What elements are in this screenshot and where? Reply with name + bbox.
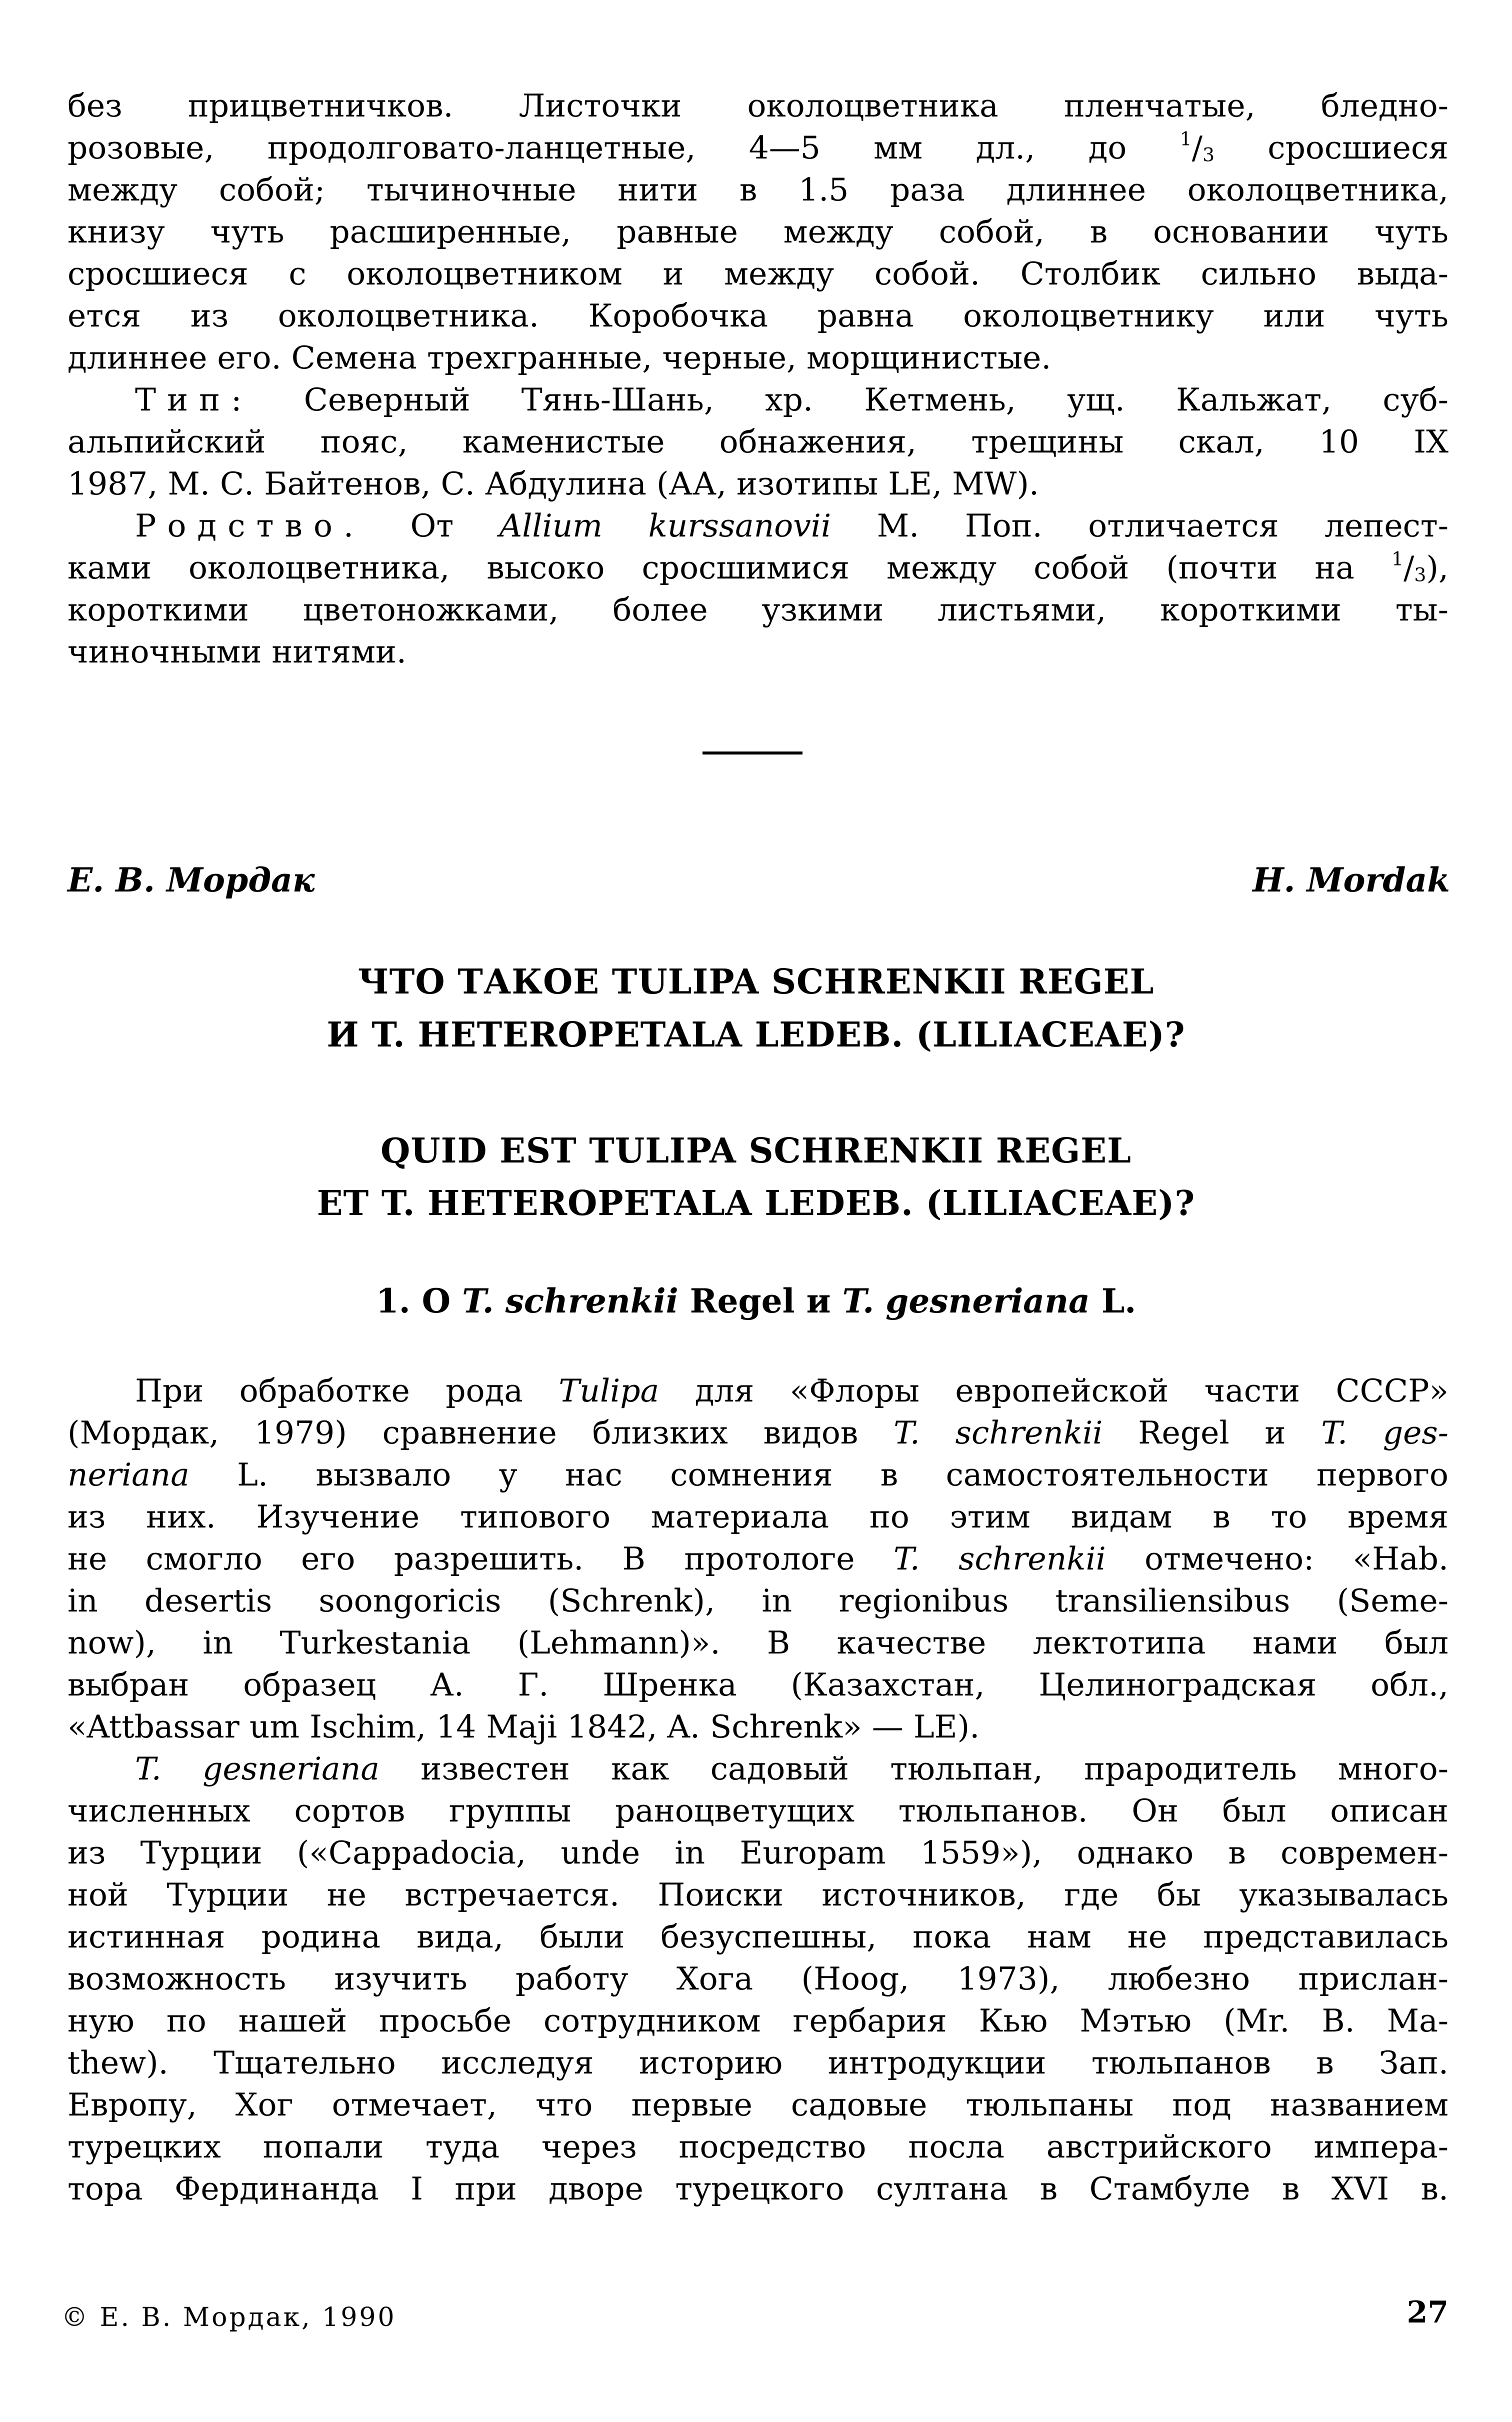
fraction-denominator: 3: [1202, 144, 1214, 166]
text-line: ной Турции не встречается. Поиски источников, где бы указывалась: [68, 1876, 1448, 1913]
text-line: тора Фердинанда I при дворе турецкого султана в Стамбуле в XVI в.: [68, 2170, 1448, 2207]
text-line: из них. Изучение типового материала по этим видам в то время: [68, 1498, 1448, 1535]
genus-name: Tulipa: [558, 1372, 660, 1409]
text-fragment: сросшиеся: [1268, 130, 1448, 166]
text-line: выбран образец А. Г. Шренка (Казахстан, Целиноградская обл.,: [68, 1666, 1448, 1703]
text-line: розовые, продолговато-ланцетные, 4—5 мм дл., до $^1/_3$ сросшиеся: [68, 128, 1448, 166]
text-line: now), in Turkestania (Lehmann)». В качестве лектотипа нами был: [68, 1624, 1448, 1661]
text-line: Европу, Хог отмечает, что первые садовые тюльпаны под названием: [68, 2086, 1448, 2123]
species-name: neriana: [68, 1456, 190, 1493]
text-line: [135, 1748, 1448, 1790]
text-fragment: (Мордак, 1979) сравнение близких видов: [68, 1414, 858, 1451]
text-line: «Attbassar um Ischim, 14 Maji 1842, A. Schrenk» — LE).: [68, 1708, 980, 1745]
text-line: альпийский пояс, каменистые обнажения, трещины скал, 10 IX: [68, 424, 1448, 460]
species-name: T. schrenkii: [462, 1282, 678, 1320]
text-fragment: известен как садовый тюльпан, прародитель много-: [420, 1750, 1448, 1787]
title-ru-line: И T. HETEROPETALA LEDEB. (LILIACEAE)?: [326, 1015, 1186, 1055]
title-ru-line: ЧТО ТАКОЕ TULIPA SCHRENKII REGEL: [358, 962, 1154, 1002]
affinity-line: [135, 505, 1448, 547]
text-line: ную по нашей просьбе сотрудником гербария Кью Мэтью (Mr. B. Ma-: [68, 2002, 1448, 2039]
text-line: [68, 1412, 1448, 1454]
text-line: чиночными нитями.: [68, 634, 406, 670]
text-line: in desertis soongoricis (Schrenk), in regionibus transiliensibus (Seme-: [68, 1582, 1448, 1619]
author-lat: H. Mordak: [1252, 860, 1450, 900]
title-lat-line: QUID EST TULIPA SCHRENKII REGEL: [380, 1131, 1132, 1171]
text-fragment: Северный Тянь-Шань, хр. Кетмень, ущ. Кальжат, суб-: [304, 382, 1449, 418]
text-fragment: ками околоцветника, высоко сросшимися между собой (почти на: [68, 550, 1354, 586]
text-fragment: Regel и: [1138, 1414, 1286, 1451]
species-name: T. schrenkii: [894, 1414, 1103, 1451]
section-heading: [0, 1280, 1512, 1322]
species-name: T. gesneriana: [842, 1282, 1090, 1320]
text-fragment: L. вызвало у нас сомнения в самостоятельности первого: [237, 1456, 1448, 1493]
text-line: сросшиеся с околоцветником и между собой. Столбик сильно выда-: [68, 256, 1448, 292]
species-name: Allium kurssanovii: [499, 508, 832, 544]
text-line: между собой; тычиночные нити в 1.5 раза длиннее околоцветника,: [68, 172, 1448, 208]
text-fragment: От: [410, 508, 454, 544]
affinity-label: Родство.: [135, 508, 365, 544]
title-lat-line: ET T. HETEROPETALA LEDEB. (LILIACEAE)?: [316, 1184, 1196, 1224]
text-line: из Турции («Cappadocia, unde in Europam 1559»), однако в современ-: [68, 1834, 1448, 1871]
page-number: 27: [1406, 2295, 1448, 2330]
text-line: истинная родина вида, были безуспешны, пока нам не представилась: [68, 1918, 1448, 1955]
species-name: T. schrenkii: [893, 1540, 1106, 1577]
text-fragment: М. Поп. отличается лепест-: [876, 508, 1449, 544]
text-fragment: L.: [1101, 1282, 1136, 1320]
text-fragment: Regel и: [690, 1282, 831, 1320]
type-label: Тип:: [135, 382, 253, 418]
fraction-denominator: 3: [1414, 564, 1426, 586]
text-fragment: не смогло его разрешить. В протологе: [68, 1540, 855, 1577]
text-line: [68, 1454, 1448, 1496]
section-number: 1. О: [376, 1282, 451, 1320]
text-line: длиннее его. Семена трехгранные, черные, морщинистые.: [68, 340, 1052, 376]
text-fragment: розовые, продолговато-ланцетные, 4—5 мм дл., до: [68, 130, 1127, 166]
fraction-numerator: 1: [1180, 128, 1192, 150]
text-line: численных сортов группы раноцветущих тюльпанов. Он был описан: [68, 1792, 1448, 1829]
text-line: 1987, М. С. Байтенов, С. Абдулина (АА, изотипы LE, MW).: [68, 466, 1040, 502]
text-fragment: При обработке рода: [135, 1372, 523, 1409]
fraction-numerator: 1: [1392, 548, 1404, 570]
text-line: ется из околоцветника. Коробочка равна околоцветнику или чуть: [68, 298, 1448, 334]
author-ru: Е. В. Мордак: [68, 860, 315, 900]
text-fragment: отмечено: «Hab.: [1144, 1540, 1449, 1577]
text-line: ками околоцветника, высоко сросшимися между собой (почти на $^1/_3$),: [68, 548, 1448, 586]
text-line: короткими цветоножками, более узкими листьями, короткими ты-: [68, 592, 1448, 628]
copyright-footer: © Е. В. Мордак, 1990: [62, 2302, 396, 2332]
section-divider: [702, 752, 802, 754]
text-line: thew). Тщательно исследуя историю интродукции тюльпанов в Зап.: [68, 2044, 1448, 2081]
text-line: возможность изучить работу Хога (Hoog, 1973), любезно прислан-: [68, 1960, 1448, 1997]
text-fragment: ),: [1426, 550, 1448, 586]
text-line: книзу чуть расширенные, равные между собой, в основании чуть: [68, 214, 1448, 250]
text-line: без прицветничков. Листочки околоцветника пленчатые, бледно-: [68, 88, 1448, 124]
type-line: [135, 379, 1448, 421]
text-line: [135, 1370, 1448, 1412]
species-name: T. ges-: [1321, 1414, 1449, 1451]
species-name: T. gesneriana: [135, 1750, 380, 1787]
text-fragment: для «Флоры европейской части СССР»: [694, 1372, 1449, 1409]
text-line: [68, 1538, 1448, 1580]
text-line: турецких попали туда через посредство посла австрийского импера-: [68, 2128, 1448, 2165]
